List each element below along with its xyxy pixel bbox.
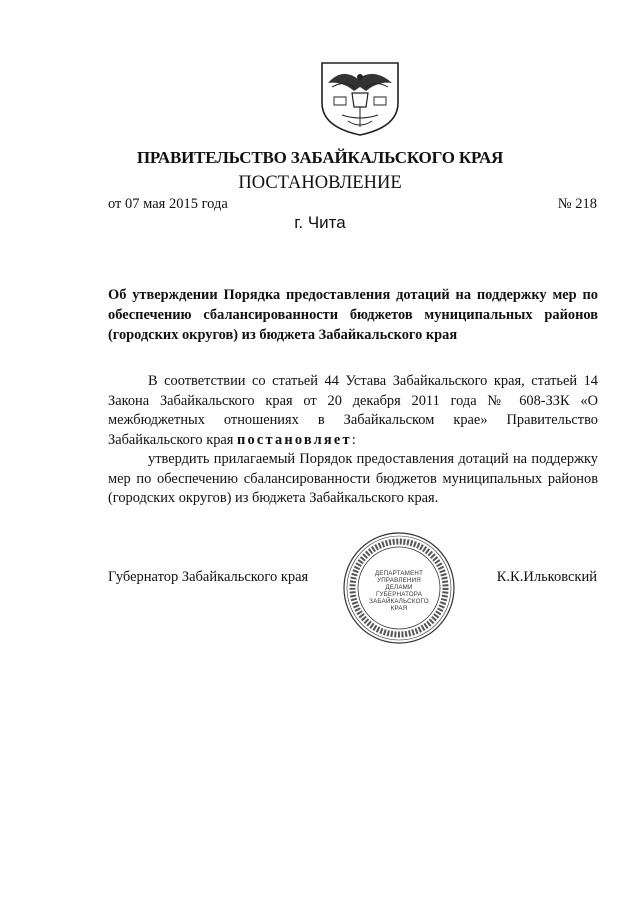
resolution-text: утвердить прилагаемый Порядок предоставления дотаций на поддержку мер по обеспечению сбалансированности бюджетов муниципальных районов (городских округов) из бюджета Забайкальского края. <box>108 451 598 506</box>
government-name: ПРАВИТЕЛЬСТВО ЗАБАЙКАЛЬСКОГО КРАЯ <box>136 148 504 167</box>
stamp-center-text: ДЕПАРТАМЕНТ УПРАВЛЕНИЯ ДЕЛАМИ ГУБЕРНАТОРА ЗАБАЙКАЛЬСКОГО КРАЯ <box>369 570 429 612</box>
coat-of-arms-emblem <box>318 57 402 137</box>
document-number: № 218 <box>557 196 597 212</box>
signatory-name: К.К.Ильковский <box>496 569 597 585</box>
document-city: г. Чита <box>294 213 346 232</box>
preamble-end: : <box>351 431 356 448</box>
paragraph-preamble <box>108 372 598 450</box>
document-title: Об утверждении Порядка предоставления дотаций на поддержку мер по обеспечению сбалансированности бюджетов муниципальных районов (городских округов) из бюджета Забайкальского края <box>108 287 598 343</box>
signatory-title: Губернатор Забайкальского края <box>108 569 309 585</box>
paragraph-resolution <box>108 450 598 509</box>
preamble-text: В соответствии со статьей 44 Устава Забайкальского края, статьей 14 Закона Забайкальского края от 20 декабря 2011 года № 608-ЗЗК «О межбюджетных отношениях в Забайкальском крае» Правительство Забайкальского края <box>108 373 598 448</box>
document-date: от 07 мая 2015 года <box>108 196 228 212</box>
document-type: ПОСТАНОВЛЕНИЕ <box>238 173 402 193</box>
decree-word: постановляет <box>237 431 352 448</box>
